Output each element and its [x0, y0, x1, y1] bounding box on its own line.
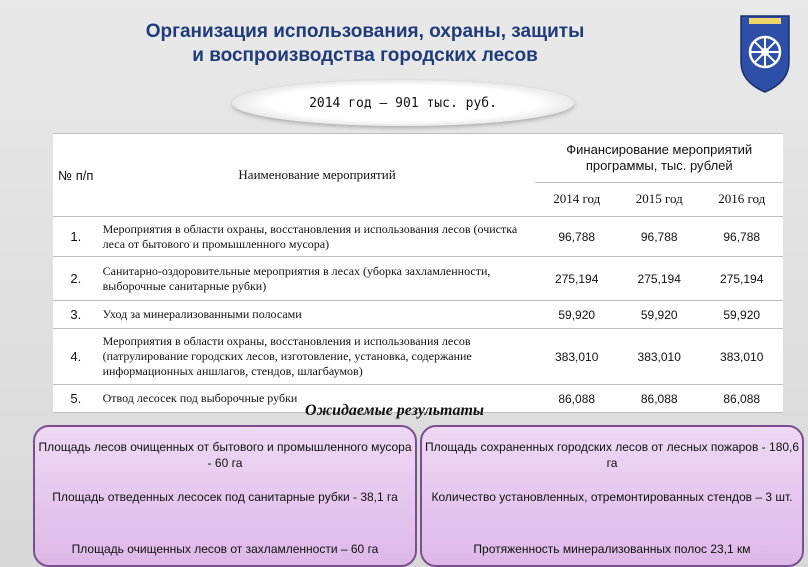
row-value-2015: 86,088: [618, 385, 701, 413]
column-header-year-2014: 2014 год: [535, 182, 618, 216]
row-value-2015: 275,194: [618, 257, 701, 301]
row-value-2014: 96,788: [535, 217, 618, 257]
row-number: 1.: [53, 217, 99, 257]
column-header-year-2016: 2016 год: [700, 182, 783, 216]
row-number: 3.: [53, 301, 99, 329]
page-title: [100, 20, 630, 68]
column-header-name: Наименование мероприятий: [99, 134, 536, 217]
row-value-2014: 383,010: [535, 329, 618, 385]
row-number: 2.: [53, 257, 99, 301]
activities-table: [53, 133, 783, 413]
row-value-2015: 383,010: [618, 329, 701, 385]
table-row: [53, 257, 783, 301]
column-header-number: № п/п: [53, 134, 99, 217]
row-activity-name: Санитарно-оздоровительные мероприятия в лесах (уборка захламленности, выборочные санитарные рубки): [99, 257, 536, 301]
row-activity-name: Уход за минерализованными полосами: [99, 301, 536, 329]
result-item: Протяженность минерализованных полос 23,1 км: [473, 542, 751, 556]
row-number: 5.: [53, 385, 99, 413]
title-line-2: и воспроизводства городских лесов: [192, 45, 538, 66]
row-value-2016: 275,194: [700, 257, 783, 301]
row-value-2015: 96,788: [618, 217, 701, 257]
row-value-2015: 59,920: [618, 301, 701, 329]
result-item: Площадь отведенных лесосек под санитарные рубки - 38,1 га: [52, 490, 398, 504]
row-activity-name: Мероприятия в области охраны, восстановления и использования лесов (патрулирование городских лесов, изготовление, установка, содержание информационных аншлагов, стендов, шлагбаумов): [99, 329, 536, 385]
row-activity-name: Мероприятия в области охраны, восстановления и использования лесов (очистка леса от бытового и промышленного мусора): [99, 217, 536, 257]
result-item: Площадь очищенных лесов от захламленности – 60 га: [71, 542, 379, 556]
budget-banner: 2014 год – 901 тыс. руб.: [232, 80, 574, 126]
column-header-financing: Финансирование мероприятий программы, тыс. рублей: [535, 134, 783, 183]
table-row: [53, 301, 783, 329]
column-header-year-2015: 2015 год: [618, 182, 701, 216]
row-value-2016: 383,010: [700, 329, 783, 385]
results-box-left: [33, 425, 417, 567]
table-row: [53, 217, 783, 257]
title-line-1: Организация использования, охраны, защиты: [145, 21, 585, 42]
result-item: Площадь сохраненных городских лесов от лесных пожаров - 180,6 га: [424, 440, 800, 470]
result-item: Количество установленных, отремонтированных стендов – 3 шт.: [431, 490, 793, 504]
row-value-2016: 96,788: [700, 217, 783, 257]
expected-results-heading: Ожидаемые результаты: [305, 402, 485, 419]
row-value-2014: 86,088: [535, 385, 618, 413]
coat-of-arms-icon: [737, 12, 793, 94]
row-number: 4.: [53, 329, 99, 385]
row-value-2014: 275,194: [535, 257, 618, 301]
row-value-2014: 59,920: [535, 301, 618, 329]
table-header-row: [53, 134, 783, 183]
row-value-2016: 59,920: [700, 301, 783, 329]
row-value-2016: 86,088: [700, 385, 783, 413]
results-box-right: [420, 425, 804, 567]
row-activity-name: Отвод лесосек под выборочные рубки: [99, 385, 536, 413]
result-item: Площадь лесов очищенных от бытового и промышленного мусора - 60 га: [38, 440, 412, 470]
table-row: [53, 329, 783, 385]
